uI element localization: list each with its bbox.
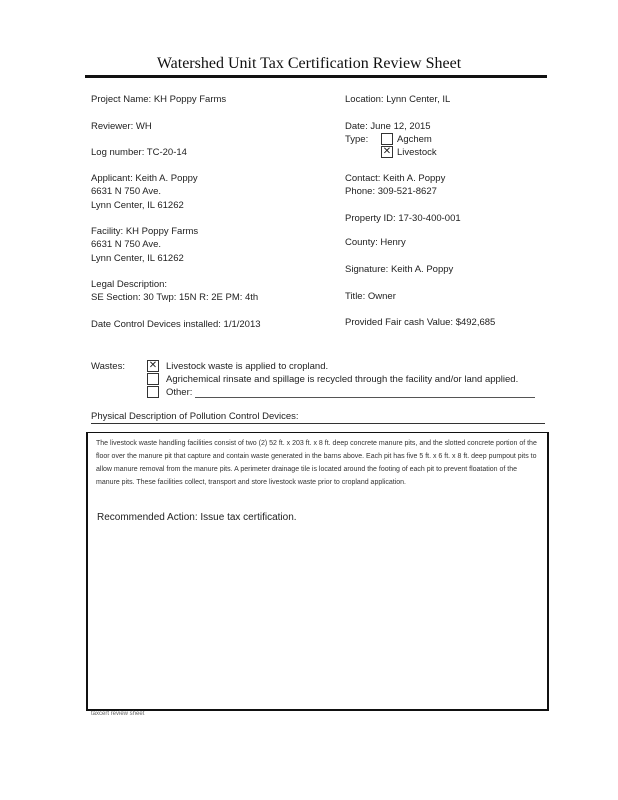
facility-city: Lynn Center, IL 61262 xyxy=(91,253,184,264)
physical-description-heading: Physical Description of Pollution Control Devices: xyxy=(91,411,299,422)
applicant-address: 6631 N 750 Ave. xyxy=(91,186,162,197)
livestock-checkbox[interactable]: ✕ xyxy=(382,146,392,157)
livestock-waste-checkbox[interactable]: ✕ xyxy=(148,360,158,371)
other-checkbox[interactable] xyxy=(147,386,159,398)
wastes-label: Wastes: xyxy=(91,361,125,372)
owner-title: Title: Owner xyxy=(345,291,396,302)
heading-underline xyxy=(91,423,545,424)
county: County: Henry xyxy=(345,237,406,248)
log-number: Log number: TC-20-14 xyxy=(91,147,187,158)
recommended-action: Recommended Action: Issue tax certification. xyxy=(97,512,297,523)
reviewer: Reviewer: WH xyxy=(91,121,152,132)
legal-description: SE Section: 30 Twp: 15N R: 2E PM: 4th xyxy=(91,292,259,303)
property-id: Property ID: 17-30-400-001 xyxy=(345,213,461,224)
description-text: The livestock waste handling facilities consist of two (2) 52 ft. x 203 ft. x 8 ft. deep concrete manure pits, and the slotted concrete portion of the floor over the manure pit that capture and contain waste generated in the barns above. Each pit has five 5 ft. x 6 ft. x 8 ft. deep pumpout pits to allow manure removal from the manure pits. A perimeter drainage tile is located around the footing of each pit to prevent floatation of the manure pits. These facilities collect, transport and store livestock waste prior to cropland application. xyxy=(96,440,537,486)
applicant-name: Applicant: Keith A. Poppy xyxy=(91,173,198,184)
facility-address: 6631 N 750 Ave. xyxy=(91,239,162,250)
footer-text: taxcert review sheet xyxy=(91,711,145,717)
contact: Contact: Keith A. Poppy xyxy=(345,173,446,184)
page-title: Watershed Unit Tax Certification Review Sheet xyxy=(156,55,462,72)
date: Date: June 12, 2015 xyxy=(345,121,431,132)
location: Location: Lynn Center, IL xyxy=(345,94,451,105)
legal-description-label: Legal Description: xyxy=(91,279,168,290)
project-name: Project Name: KH Poppy Farms xyxy=(91,94,227,105)
agrichemical-label: Agrichemical rinsate and spillage is recycled through the facility and/or land applied. xyxy=(166,374,519,385)
applicant-city: Lynn Center, IL 61262 xyxy=(91,200,184,211)
phone: Phone: 309-521-8627 xyxy=(345,186,437,197)
livestock-waste-label: Livestock waste is applied to cropland. xyxy=(166,361,329,372)
other-blank-line xyxy=(195,397,535,398)
agrichemical-checkbox[interactable] xyxy=(147,373,159,385)
facility-name: Facility: KH Poppy Farms xyxy=(91,226,199,237)
date-devices-installed: Date Control Devices installed: 1/1/2013 xyxy=(91,319,261,330)
title-rule xyxy=(85,75,547,78)
livestock-label: Livestock xyxy=(397,147,437,158)
agchem-label: Agchem xyxy=(397,134,432,145)
type-label: Type: xyxy=(345,134,369,145)
agchem-checkbox[interactable] xyxy=(381,133,393,145)
fair-cash-value: Provided Fair cash Value: $492,685 xyxy=(345,317,496,328)
signature: Signature: Keith A. Poppy xyxy=(345,264,454,275)
other-label: Other: xyxy=(166,387,193,398)
